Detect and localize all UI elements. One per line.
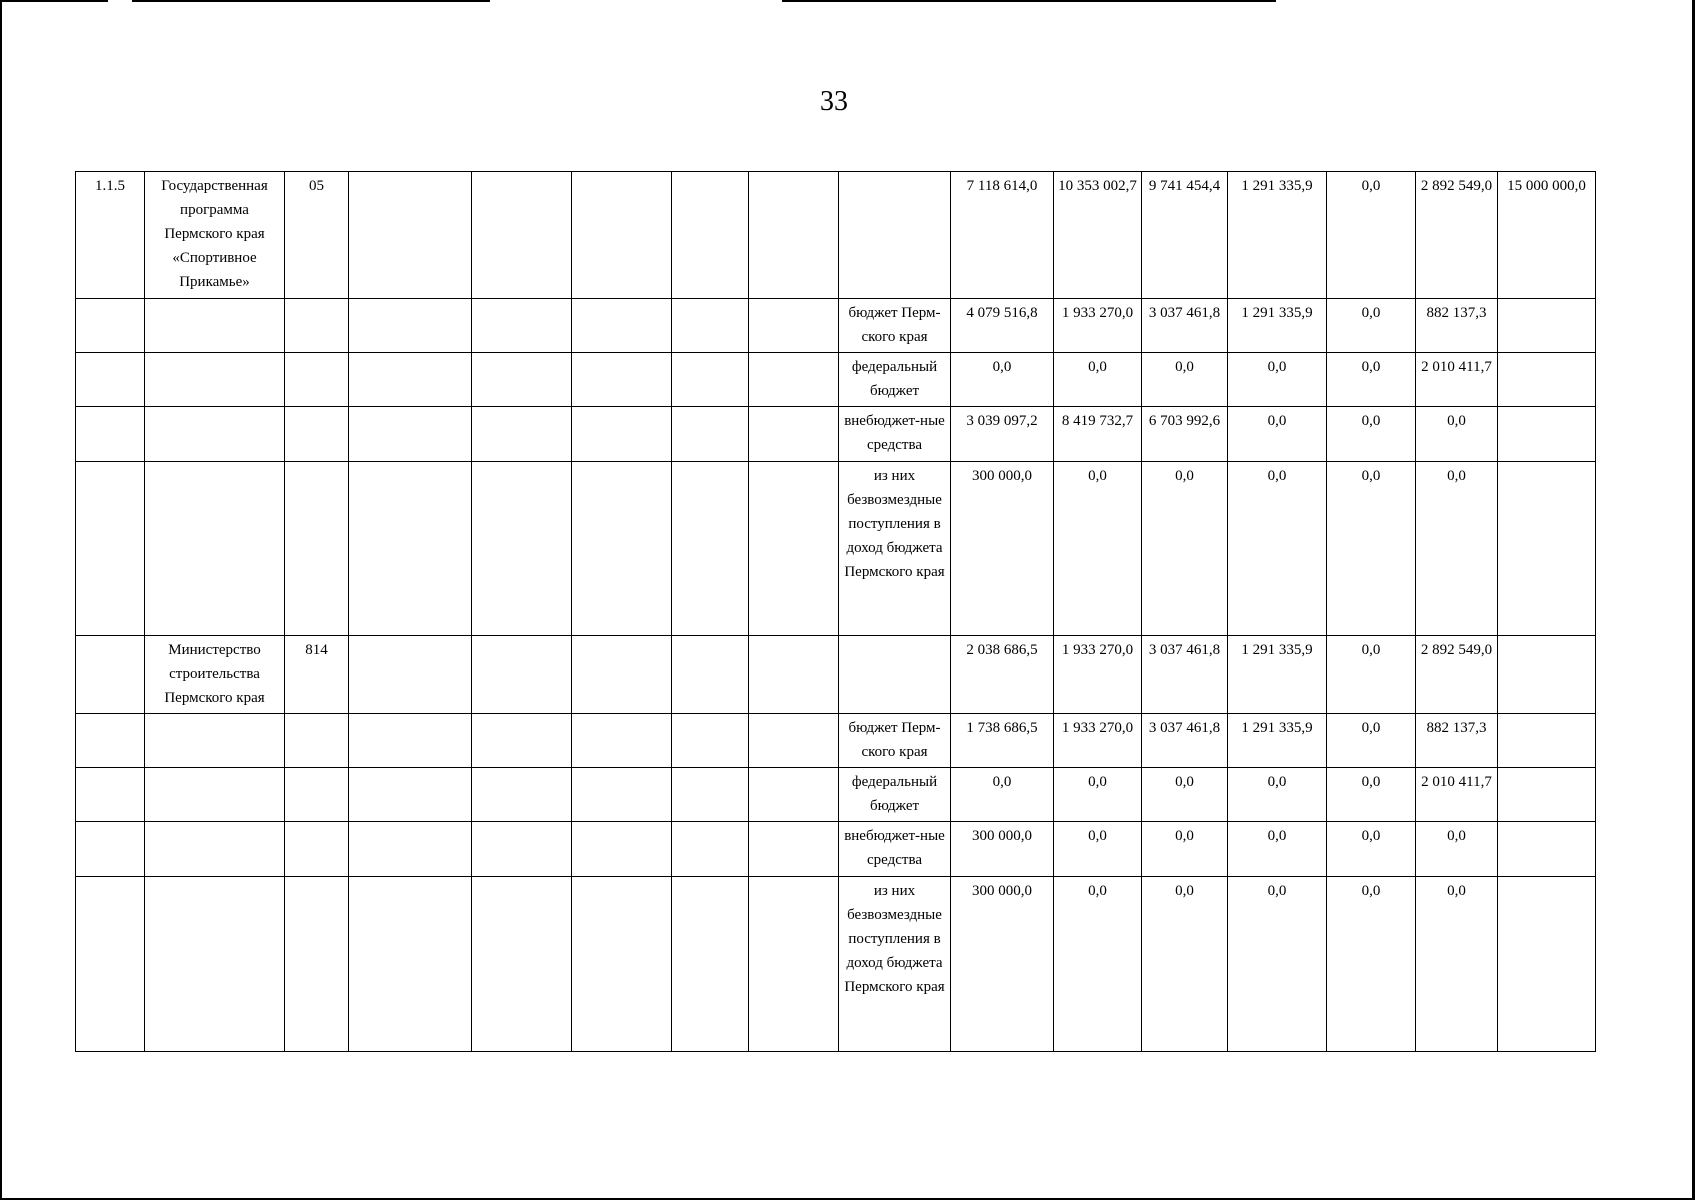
code-cell [285, 299, 349, 353]
table-row [76, 822, 1596, 877]
program-name-cell [145, 714, 285, 768]
row-number-cell [76, 636, 145, 714]
table-row [76, 768, 1596, 822]
empty-cell [749, 353, 839, 407]
row-number-cell [76, 877, 145, 1052]
empty-cell [749, 714, 839, 768]
value-cell: 15 000 000,0 [1498, 172, 1596, 299]
value-cell: 0,0 [951, 353, 1054, 407]
value-cell: 1 291 335,9 [1228, 299, 1327, 353]
empty-cell [472, 353, 572, 407]
empty-cell [572, 714, 672, 768]
value-cell: 0,0 [1327, 407, 1416, 462]
funding-source-cell: из них безвозмездные поступления в доход бюджета Пермского края [839, 877, 951, 1052]
scan-edge-mark [132, 0, 490, 2]
empty-cell [349, 636, 472, 714]
row-number-cell [76, 462, 145, 636]
empty-cell [349, 768, 472, 822]
table-row [76, 407, 1596, 462]
row-number-cell [76, 407, 145, 462]
value-cell: 882 137,3 [1416, 299, 1498, 353]
empty-cell [349, 462, 472, 636]
empty-cell [572, 172, 672, 299]
value-cell: 0,0 [1054, 768, 1142, 822]
value-cell: 6 703 992,6 [1142, 407, 1228, 462]
empty-cell [672, 636, 749, 714]
program-name-cell: Министерство строительства Пермского края [145, 636, 285, 714]
empty-cell [672, 353, 749, 407]
row-number-cell [76, 768, 145, 822]
empty-cell [672, 714, 749, 768]
value-cell: 1 933 270,0 [1054, 714, 1142, 768]
funding-source-cell: федеральный бюджет [839, 768, 951, 822]
value-cell: 3 039 097,2 [951, 407, 1054, 462]
value-cell: 0,0 [1327, 636, 1416, 714]
empty-cell [672, 877, 749, 1052]
empty-cell [749, 636, 839, 714]
value-cell: 0,0 [1416, 822, 1498, 877]
value-cell [1498, 636, 1596, 714]
value-cell: 0,0 [1054, 822, 1142, 877]
empty-cell [472, 636, 572, 714]
value-cell: 0,0 [1142, 822, 1228, 877]
code-cell [285, 462, 349, 636]
empty-cell [749, 877, 839, 1052]
program-name-cell [145, 462, 285, 636]
empty-cell [472, 299, 572, 353]
value-cell [1498, 353, 1596, 407]
empty-cell [349, 407, 472, 462]
funding-source-cell: федеральный бюджет [839, 353, 951, 407]
empty-cell [749, 407, 839, 462]
value-cell [1498, 299, 1596, 353]
value-cell: 0,0 [1327, 768, 1416, 822]
value-cell: 0,0 [1228, 768, 1327, 822]
value-cell: 1 291 335,9 [1228, 636, 1327, 714]
program-name-cell [145, 299, 285, 353]
funding-source-cell: внебюджет-ные средства [839, 822, 951, 877]
scan-edge-mark [0, 0, 108, 2]
empty-cell [349, 353, 472, 407]
value-cell: 1 291 335,9 [1228, 714, 1327, 768]
empty-cell [749, 822, 839, 877]
value-cell: 300 000,0 [951, 822, 1054, 877]
code-cell [285, 353, 349, 407]
value-cell: 0,0 [1416, 462, 1498, 636]
empty-cell [472, 768, 572, 822]
value-cell: 0,0 [1327, 353, 1416, 407]
row-number-cell [76, 822, 145, 877]
empty-cell [572, 877, 672, 1052]
row-number-cell [76, 299, 145, 353]
empty-cell [572, 407, 672, 462]
empty-cell [472, 877, 572, 1052]
value-cell: 0,0 [1228, 462, 1327, 636]
empty-cell [472, 172, 572, 299]
value-cell: 1 738 686,5 [951, 714, 1054, 768]
value-cell: 0,0 [951, 768, 1054, 822]
value-cell [1498, 462, 1596, 636]
code-cell: 05 [285, 172, 349, 299]
empty-cell [672, 407, 749, 462]
value-cell: 8 419 732,7 [1054, 407, 1142, 462]
value-cell: 2 892 549,0 [1416, 172, 1498, 299]
value-cell [1498, 714, 1596, 768]
value-cell: 0,0 [1327, 462, 1416, 636]
program-name-cell [145, 822, 285, 877]
code-cell: 814 [285, 636, 349, 714]
value-cell: 3 037 461,8 [1142, 714, 1228, 768]
table-row [76, 299, 1596, 353]
funding-source-cell: из них безвозмездные поступления в доход бюджета Пермского края [839, 462, 951, 636]
code-cell [285, 714, 349, 768]
empty-cell [349, 822, 472, 877]
table-row [76, 714, 1596, 768]
value-cell: 1 291 335,9 [1228, 172, 1327, 299]
value-cell: 0,0 [1142, 462, 1228, 636]
value-cell: 0,0 [1142, 768, 1228, 822]
empty-cell [672, 462, 749, 636]
value-cell: 0,0 [1416, 407, 1498, 462]
empty-cell [572, 299, 672, 353]
value-cell: 300 000,0 [951, 462, 1054, 636]
empty-cell [349, 172, 472, 299]
value-cell: 1 933 270,0 [1054, 636, 1142, 714]
value-cell: 3 037 461,8 [1142, 299, 1228, 353]
empty-cell [572, 353, 672, 407]
program-name-cell [145, 407, 285, 462]
value-cell [1498, 822, 1596, 877]
empty-cell [349, 714, 472, 768]
value-cell: 0,0 [1228, 877, 1327, 1052]
value-cell: 0,0 [1327, 172, 1416, 299]
table-row [76, 462, 1596, 636]
scan-edge-left [0, 0, 2, 1200]
value-cell: 2 010 411,7 [1416, 768, 1498, 822]
empty-cell [749, 768, 839, 822]
value-cell: 0,0 [1228, 353, 1327, 407]
value-cell: 1 933 270,0 [1054, 299, 1142, 353]
value-cell: 0,0 [1416, 877, 1498, 1052]
code-cell [285, 822, 349, 877]
funding-source-cell: внебюджет-ные средства [839, 407, 951, 462]
empty-cell [472, 407, 572, 462]
empty-cell [672, 172, 749, 299]
value-cell: 0,0 [1327, 299, 1416, 353]
budget-table [75, 171, 1596, 1052]
empty-cell [672, 822, 749, 877]
value-cell: 2 892 549,0 [1416, 636, 1498, 714]
empty-cell [749, 172, 839, 299]
scan-edge-mark [782, 0, 1276, 2]
empty-cell [572, 636, 672, 714]
table-row [76, 172, 1596, 299]
program-name-cell [145, 353, 285, 407]
value-cell: 0,0 [1054, 462, 1142, 636]
empty-cell [749, 462, 839, 636]
code-cell [285, 768, 349, 822]
value-cell [1498, 407, 1596, 462]
value-cell: 9 741 454,4 [1142, 172, 1228, 299]
value-cell: 7 118 614,0 [951, 172, 1054, 299]
value-cell: 2 038 686,5 [951, 636, 1054, 714]
empty-cell [749, 299, 839, 353]
empty-cell [572, 462, 672, 636]
funding-source-cell: бюджет Перм-ского края [839, 299, 951, 353]
table-row [76, 636, 1596, 714]
value-cell: 0,0 [1228, 407, 1327, 462]
funding-source-cell [839, 636, 951, 714]
table-row [76, 353, 1596, 407]
empty-cell [472, 462, 572, 636]
value-cell: 10 353 002,7 [1054, 172, 1142, 299]
page-number: 33 [820, 86, 848, 117]
value-cell: 0,0 [1142, 877, 1228, 1052]
funding-source-cell [839, 172, 951, 299]
empty-cell [472, 822, 572, 877]
value-cell: 0,0 [1054, 877, 1142, 1052]
value-cell: 0,0 [1142, 353, 1228, 407]
budget-table-body [76, 172, 1596, 1052]
value-cell [1498, 877, 1596, 1052]
funding-source-cell: бюджет Перм-ского края [839, 714, 951, 768]
empty-cell [672, 768, 749, 822]
empty-cell [572, 768, 672, 822]
empty-cell [672, 299, 749, 353]
value-cell: 0,0 [1054, 353, 1142, 407]
value-cell: 4 079 516,8 [951, 299, 1054, 353]
value-cell [1498, 768, 1596, 822]
empty-cell [349, 299, 472, 353]
table-row [76, 877, 1596, 1052]
empty-cell [349, 877, 472, 1052]
program-name-cell [145, 768, 285, 822]
value-cell: 0,0 [1327, 877, 1416, 1052]
value-cell: 2 010 411,7 [1416, 353, 1498, 407]
row-number-cell [76, 714, 145, 768]
value-cell: 300 000,0 [951, 877, 1054, 1052]
value-cell: 3 037 461,8 [1142, 636, 1228, 714]
value-cell: 882 137,3 [1416, 714, 1498, 768]
code-cell [285, 877, 349, 1052]
empty-cell [572, 822, 672, 877]
code-cell [285, 407, 349, 462]
row-number-cell [76, 353, 145, 407]
value-cell: 0,0 [1327, 714, 1416, 768]
program-name-cell [145, 877, 285, 1052]
program-name-cell: Государственная программа Пермского края «Спортивное Прикамье» [145, 172, 285, 299]
empty-cell [472, 714, 572, 768]
value-cell: 0,0 [1228, 822, 1327, 877]
value-cell: 0,0 [1327, 822, 1416, 877]
row-number-cell: 1.1.5 [76, 172, 145, 299]
